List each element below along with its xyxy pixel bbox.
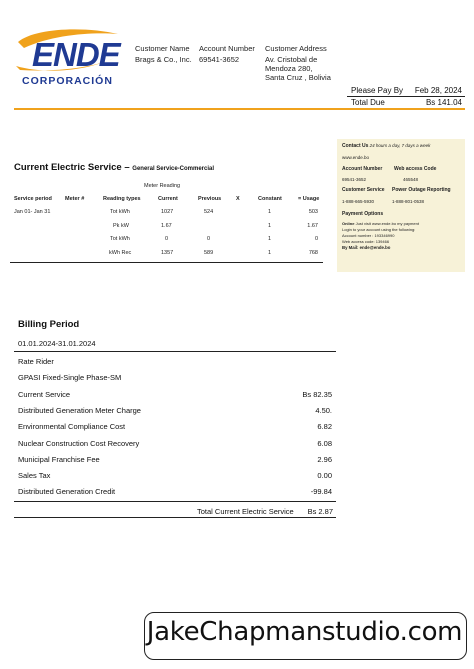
table-row-previous: 0 [207, 236, 211, 242]
table-row-type: Pk kW [113, 223, 129, 229]
customer-name-label: Customer Name [135, 44, 190, 53]
total-due-value: Bs 141.04 [425, 98, 462, 107]
meter-reading-label: Meter Reading [144, 183, 181, 189]
table-row-previous: 589 [204, 250, 214, 256]
contact-website[interactable]: www.ende.bo [342, 155, 370, 160]
line-item-amount: 0.00 [317, 471, 332, 480]
table-row-current: 1027 [161, 209, 174, 215]
customer-service-phone: 1-888-665-5930 [342, 199, 375, 204]
rate-rider-label: Rate Rider [18, 357, 54, 366]
online-text: Just visit www.ende.bo my payment [355, 221, 419, 226]
line-item-label: Environmental Compliance Cost [18, 422, 126, 431]
header-divider [14, 108, 465, 110]
billing-period-value: 01.01.2024-31.01.2024 [18, 339, 96, 348]
billing-total-rule [14, 517, 336, 518]
contact-web-access-label: Web access Code [394, 166, 437, 172]
contact-title: Contact Us [342, 143, 369, 149]
billing-items-rule [14, 501, 336, 502]
customer-address-line-2: Mendoza 280, [265, 64, 313, 73]
company-logo [14, 28, 124, 90]
total-due-label: Total Due [351, 98, 385, 107]
table-row-usage: 768 [308, 250, 318, 256]
customer-address-line-3: Santa Cruz , Bolivia [265, 73, 331, 82]
table-row-constant: 1 [268, 209, 272, 215]
current-service-rule [10, 262, 323, 263]
billing-period-rule [14, 351, 336, 352]
customer-address-label: Customer Address [265, 44, 327, 53]
contact-mail: By Mail: ende@ende.bo [342, 245, 391, 250]
watermark-text: JakeChapmanstudio.com [146, 617, 463, 647]
col-x: X [236, 196, 240, 202]
col-current: Current [158, 196, 178, 202]
service-period-value: Jan 01- Jan 31 [14, 209, 51, 215]
billing-period-title: Billing Period [18, 319, 80, 330]
total-service-label: Total Current Electric Service [197, 507, 294, 516]
line-item-amount: 6.08 [317, 439, 332, 448]
col-reading-types: Reading types [103, 196, 141, 202]
contact-line-1: Login to your account using the following: [342, 227, 416, 232]
customer-name-value: Brags & Co., Inc. [135, 55, 192, 64]
col-previous: Previous [198, 196, 222, 202]
line-item-amount: Bs 82.35 [302, 390, 332, 399]
table-row-usage: 1.67 [307, 223, 318, 229]
current-service-heading: Current Electric Service – [14, 162, 130, 173]
current-service-title [14, 162, 214, 173]
line-item-label: Municipal Franchise Fee [18, 455, 100, 464]
logo-subtitle: CORPORACIÓN [22, 75, 113, 87]
pay-by-label: Please Pay By [351, 86, 404, 95]
contact-web-access-value: 465548 [403, 177, 419, 182]
contact-account-value: 69541-3652 [342, 177, 367, 182]
line-item-label: Current Service [18, 390, 71, 399]
contact-hours: 24 hours a day, 7 days a week [369, 143, 431, 148]
table-row-type: Tot kWh [110, 236, 130, 242]
table-row-current: 1.67 [161, 223, 172, 229]
table-row-constant: 1 [268, 236, 272, 242]
current-service-subtitle: General Service-Commercial [132, 166, 215, 172]
col-meter: Meter # [65, 196, 85, 202]
table-row-type: kWh Rec [109, 250, 132, 256]
contact-panel [337, 139, 465, 272]
table-row-current: 0 [165, 236, 169, 242]
table-row-type: Tot kWh [110, 209, 130, 215]
total-service-value: Bs 2.87 [307, 507, 333, 516]
table-row-current: 1357 [161, 250, 174, 256]
line-item-label: Distributed Generation Meter Charge [18, 406, 141, 415]
customer-service-label: Customer Service [342, 187, 385, 193]
plan-label: GPASI Fixed-Single Phase-SM [18, 373, 122, 382]
line-item-label: Distributed Generation Credit [18, 487, 116, 496]
table-row-constant: 1 [268, 250, 272, 256]
contact-line-2: Account number : 193346990 [342, 233, 395, 238]
table-row-constant: 1 [268, 223, 272, 229]
outage-label: Power Outage Reporting [392, 187, 451, 193]
customer-address-line-1: Av. Cristobal de [265, 55, 318, 64]
payment-options-label: Payment Options [342, 211, 384, 217]
line-item-amount: 2.96 [317, 455, 332, 464]
outage-phone: 1-888-801-0538 [392, 199, 425, 204]
account-number-value: 69541-3652 [199, 55, 240, 64]
logo-wordmark: ENDE [32, 36, 120, 73]
col-usage: = Usage [298, 196, 320, 202]
contact-account-label: Account Number [342, 166, 383, 172]
line-item-label: Sales Tax [18, 471, 51, 480]
online-label: Online [342, 221, 355, 226]
col-constant: Constant [258, 196, 282, 202]
table-row-usage: 503 [308, 209, 318, 215]
contact-line-3: Web access code: 139466 [342, 239, 390, 244]
table-row-previous: 524 [204, 209, 214, 215]
line-item-amount: -99.84 [310, 487, 332, 496]
table-row-usage: 0 [314, 236, 318, 242]
pay-by-rule [347, 96, 465, 97]
line-item-label: Nuclear Construction Cost Recovery [18, 439, 140, 448]
account-number-label: Account Number [199, 44, 255, 53]
line-item-amount: 6.82 [317, 422, 332, 431]
col-service-period: Service period [14, 196, 52, 202]
pay-by-value: Feb 28, 2024 [414, 86, 462, 95]
line-item-amount: 4.50. [315, 406, 332, 415]
